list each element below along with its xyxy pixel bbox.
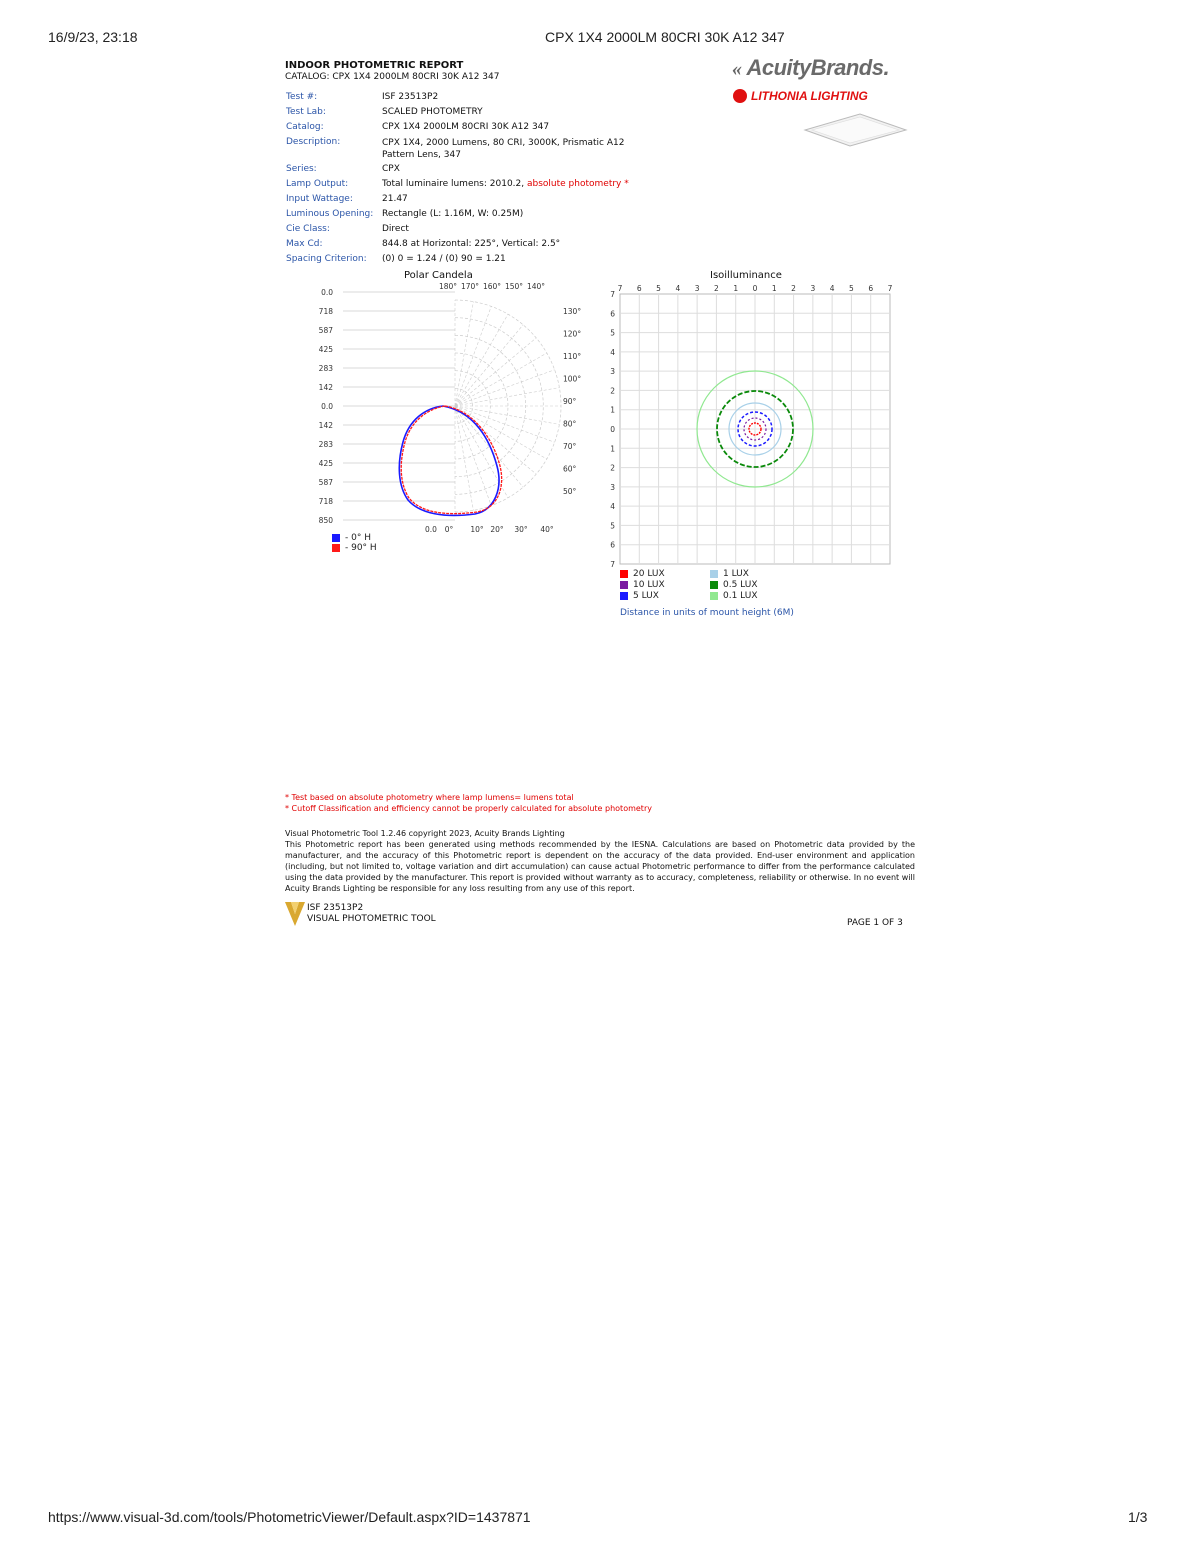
print-title: CPX 1X4 2000LM 80CRI 30K A12 347 <box>545 29 785 45</box>
lithonia-logo <box>733 89 868 103</box>
polar-radial-tick: 142 <box>318 383 333 392</box>
iso-grid <box>620 294 890 564</box>
field-label: Series: <box>286 164 317 174</box>
polar-radial-tick: 283 <box>318 440 333 449</box>
iso-left-tick: 5 <box>610 328 615 338</box>
disclaimer-version: Visual Photometric Tool 1.2.46 copyright 2023, Acuity Brands Lighting <box>285 829 565 838</box>
report-title: INDOOR PHOTOMETRIC REPORT <box>285 60 464 71</box>
polar-radial-tick: 142 <box>318 421 333 430</box>
field-row <box>286 239 666 254</box>
field-label: Description: <box>286 137 341 147</box>
field-row <box>286 209 666 224</box>
disclaimer-text: This Photometric report has been generated using methods recommended by the IESNA. Calculations are based on Photometric data provided by the manufacturer, and the accuracy of this Photometric report is dependent on the accuracy of the data provided. End-user environment and application (including, but not limited to, voltage variation and dirt accumulation) can cause actual Photometric performance to differ from the performance calculated using the data provided by the manufacturer. This report is provided without warranty as to accuracy, completeness, reliability or otherwise. In no event will Acuity Brands Lighting be responsible for any loss resulting from any use of this report. <box>285 840 915 893</box>
note-2: * Cutoff Classification and efficiency cannot be properly calculated for absolute photometry <box>285 804 652 813</box>
field-label: Input Wattage: <box>286 194 353 204</box>
legend-label: 10 LUX <box>633 580 665 590</box>
polar-grid <box>343 292 561 520</box>
field-label: Test Lab: <box>286 107 326 117</box>
legend-swatch <box>620 592 628 600</box>
iso-top-tick: 6 <box>868 284 874 293</box>
legend-swatch <box>620 581 628 589</box>
polar-radial-tick: 850 <box>318 516 333 525</box>
legend-label: 5 LUX <box>633 591 659 601</box>
field-row <box>286 224 666 239</box>
legend-swatch <box>710 581 718 589</box>
iso-chart <box>600 280 900 570</box>
legend-label: 1 LUX <box>723 569 749 579</box>
print-page-number: 1/3 <box>1128 1509 1148 1525</box>
field-row <box>286 92 666 107</box>
field-value <box>382 179 629 194</box>
iso-top-tick: 0 <box>752 284 758 293</box>
iso-top-tick: 6 <box>636 284 642 293</box>
polar-legend-item <box>332 533 377 543</box>
iso-left-tick: 7 <box>610 290 615 299</box>
polar-spoke <box>455 370 555 406</box>
iso-labels <box>610 284 892 569</box>
report-catalog: CATALOG: CPX 1X4 2000LM 80CRI 30K A12 347 <box>285 72 500 82</box>
field-value: SCALED PHOTOMETRY <box>382 107 483 117</box>
iso-legend-item <box>620 591 710 601</box>
note-1: * Test based on absolute photometry where lamp lumens= lumens total <box>285 793 574 802</box>
iso-legend-item <box>620 569 710 579</box>
polar-legend-item <box>332 543 377 553</box>
field-label: Luminous Opening: <box>286 209 374 219</box>
field-row <box>286 107 666 122</box>
acuity-brand-text: AcuityBrands. <box>746 55 890 80</box>
iso-left-tick: 7 <box>610 560 615 569</box>
field-value: 21.47 <box>382 194 408 204</box>
iso-left-tick: 6 <box>610 540 615 550</box>
legend-label: 0.1 LUX <box>723 591 758 601</box>
polar-radial-tick: 425 <box>318 459 333 468</box>
polar-angle-label: 10° <box>470 525 484 534</box>
polar-angle-label: 150° <box>504 282 524 291</box>
polar-angle-label: 40° <box>540 525 554 534</box>
legend-label: 20 LUX <box>633 569 665 579</box>
field-row <box>286 254 666 269</box>
polar-spoke <box>455 388 559 406</box>
field-value: (0) 0 = 1.24 / (0) 90 = 1.21 <box>382 254 506 264</box>
polar-title: Polar Candela <box>404 270 473 281</box>
polar-angle-label: 180° <box>438 282 458 291</box>
field-label: Cie Class: <box>286 224 330 234</box>
polar-angle-label: 50° <box>563 487 577 496</box>
legend-label: - 90° H <box>345 543 377 553</box>
polar-angle-label: 170° <box>460 282 480 291</box>
field-row <box>286 137 666 164</box>
polar-radial-tick: 587 <box>318 326 333 335</box>
field-label: Spacing Criterion: <box>286 254 367 264</box>
polar-radial-tick: 283 <box>318 364 333 373</box>
polar-angle-label: 30° <box>514 525 528 534</box>
iso-left-tick: 1 <box>610 444 615 454</box>
luminaire-image <box>800 112 910 148</box>
iso-top-tick: 1 <box>771 284 777 293</box>
polar-radial-tick: 0.0 <box>321 288 333 297</box>
iso-top-tick: 4 <box>829 284 835 293</box>
polar-angle-label: 110° <box>563 352 582 361</box>
legend-swatch <box>620 570 628 578</box>
polar-angle-label: 140° <box>526 282 546 291</box>
iso-legend-item <box>710 569 800 579</box>
iso-left-tick: 2 <box>610 386 615 396</box>
polar-radial-tick: 718 <box>318 307 333 316</box>
polar-radial-tick: 0.0 <box>321 402 333 411</box>
print-datetime: 16/9/23, 23:18 <box>48 29 138 45</box>
polar-angle-label: 130° <box>563 307 582 316</box>
polar-angle-label: 90° <box>563 397 577 406</box>
field-row <box>286 122 666 137</box>
iso-legend-item <box>710 580 800 590</box>
print-url: https://www.visual-3d.com/tools/PhotometricViewer/Default.aspx?ID=1437871 <box>48 1509 531 1525</box>
field-value: CPX 1X4, 2000 Lumens, 80 CRI, 3000K, Prismatic A12 Pattern Lens, 347 <box>382 138 625 160</box>
iso-top-tick: 7 <box>887 284 893 293</box>
flame-icon <box>733 89 747 103</box>
polar-radial-tick: 718 <box>318 497 333 506</box>
polar-angle-label: 20° <box>490 525 504 534</box>
field-value: Direct <box>382 224 409 234</box>
iso-left-tick: 3 <box>610 482 615 492</box>
visual-logo-icon <box>285 902 305 926</box>
field-value: ISF 23513P2 <box>382 92 439 102</box>
lithonia-text: LITHONIA LIGHTING <box>751 89 868 103</box>
iso-top-tick: 5 <box>656 284 661 293</box>
polar-angle-label: 100° <box>563 374 582 384</box>
field-row <box>286 194 666 209</box>
field-row <box>286 179 666 194</box>
iso-legend-item <box>710 591 800 601</box>
iso-title: Isoilluminance <box>710 270 782 281</box>
iso-top-tick: 3 <box>810 284 816 293</box>
iso-distance-note: Distance in units of mount height (6M) <box>620 608 794 618</box>
polar-angle-label: 80° <box>563 419 577 429</box>
iso-left-tick: 2 <box>610 463 615 473</box>
absolute-photometry-note: absolute photometry * <box>527 179 629 189</box>
polar-angle-label: 0.0 <box>425 525 437 534</box>
iso-top-tick: 3 <box>694 284 700 293</box>
iso-top-tick: 5 <box>849 284 854 293</box>
legend-label: 0.5 LUX <box>723 580 758 590</box>
acuity-swoosh-icon: « <box>732 58 742 80</box>
field-value: Rectangle (L: 1.16M, W: 0.25M) <box>382 209 524 219</box>
iso-left-tick: 4 <box>610 347 615 357</box>
legend-swatch <box>710 570 718 578</box>
polar-radial-tick: 425 <box>318 345 333 354</box>
iso-left-tick: 0 <box>610 425 615 434</box>
legend-swatch <box>710 592 718 600</box>
acuity-logo <box>732 55 912 81</box>
iso-legend-item <box>620 580 710 590</box>
field-label: Test #: <box>286 92 318 102</box>
field-row <box>286 164 666 179</box>
iso-top-tick: 2 <box>791 284 796 293</box>
footer-page: PAGE 1 OF 3 <box>847 918 903 928</box>
polar-radial-tick: 587 <box>318 478 333 487</box>
polar-spoke <box>455 306 491 406</box>
field-label: Lamp Output: <box>286 179 349 189</box>
polar-angle-label: 160° <box>482 282 502 291</box>
polar-angle-label: 120° <box>563 329 582 339</box>
report-fields <box>286 92 666 269</box>
iso-left-tick: 1 <box>610 405 615 415</box>
iso-top-tick: 2 <box>714 284 719 293</box>
iso-left-tick: 6 <box>610 309 615 319</box>
iso-left-tick: 4 <box>610 502 615 512</box>
iso-top-tick: 7 <box>617 284 623 293</box>
polar-angle-label: 70° <box>563 442 577 451</box>
legend-label: - 0° H <box>345 533 371 543</box>
field-value: 844.8 at Horizontal: 225°, Vertical: 2.5° <box>382 239 561 249</box>
polar-legend <box>332 533 377 553</box>
polar-angle-label: 60° <box>563 464 577 474</box>
polar-chart <box>305 280 582 540</box>
lamp-output-text: Total luminaire lumens: 2010.2, <box>382 179 525 189</box>
field-label: Max Cd: <box>286 239 323 249</box>
polar-angle-label: 0° <box>444 525 454 534</box>
legend-swatch <box>332 544 340 552</box>
footer-test-id: ISF 23513P2 <box>307 903 364 913</box>
iso-top-tick: 4 <box>675 284 681 293</box>
legend-swatch <box>332 534 340 542</box>
iso-left-tick: 3 <box>610 367 615 377</box>
iso-left-tick: 5 <box>610 521 615 531</box>
polar-curve-0h <box>399 406 499 515</box>
field-value: CPX 1X4 2000LM 80CRI 30K A12 347 <box>382 122 550 132</box>
field-label: Catalog: <box>286 122 324 132</box>
iso-legend <box>620 569 820 601</box>
footer-tool: VISUAL PHOTOMETRIC TOOL <box>307 914 436 924</box>
field-value: CPX <box>382 164 400 174</box>
iso-top-tick: 1 <box>733 284 739 293</box>
polar-spoke <box>455 302 473 406</box>
